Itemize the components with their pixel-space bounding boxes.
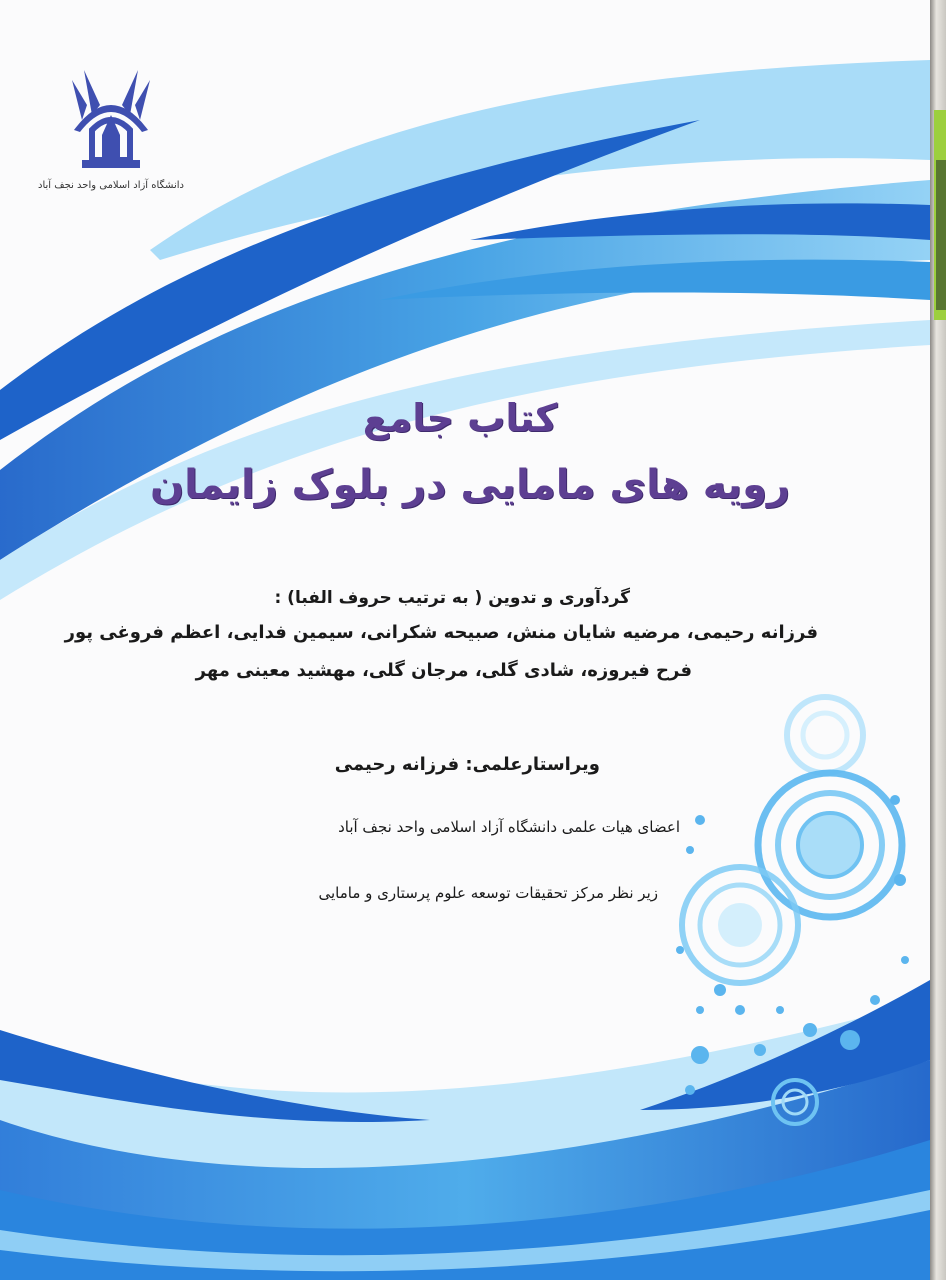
- faculty-note: اعضای هیات علمی دانشگاه آزاد اسلامی واحد نجف آباد: [338, 818, 680, 836]
- university-emblem-icon: [38, 60, 184, 210]
- research-center-note: زیر نظر مرکز تحقیقات توسعه علوم پرستاری و مامایی: [318, 884, 658, 902]
- authors-line-2: فرح فیروزه، شادی گلی، مرجان گلی، مهشید معینی مهر: [195, 660, 692, 681]
- title-line-1: کتاب جامع: [362, 396, 558, 440]
- scientific-editor: ویراستارعلمی: فرزانه رحیمی: [334, 754, 600, 775]
- adjacent-book-shadow: [936, 160, 946, 310]
- logo-text: دانشگاه آزاد اسلامی واحد نجف آباد: [38, 180, 184, 191]
- authors-line-1: فرزانه رحیمی، مرضیه شایان منش، صبیحه شکرانی، سیمین فدایی، اعظم فروغی پور: [64, 622, 818, 643]
- compiled-by-label: گردآوری و تدوین ( به ترتیب حروف الفبا) :: [274, 588, 630, 608]
- title-line-2: رویه های مامایی در بلوک زایمان: [150, 462, 790, 508]
